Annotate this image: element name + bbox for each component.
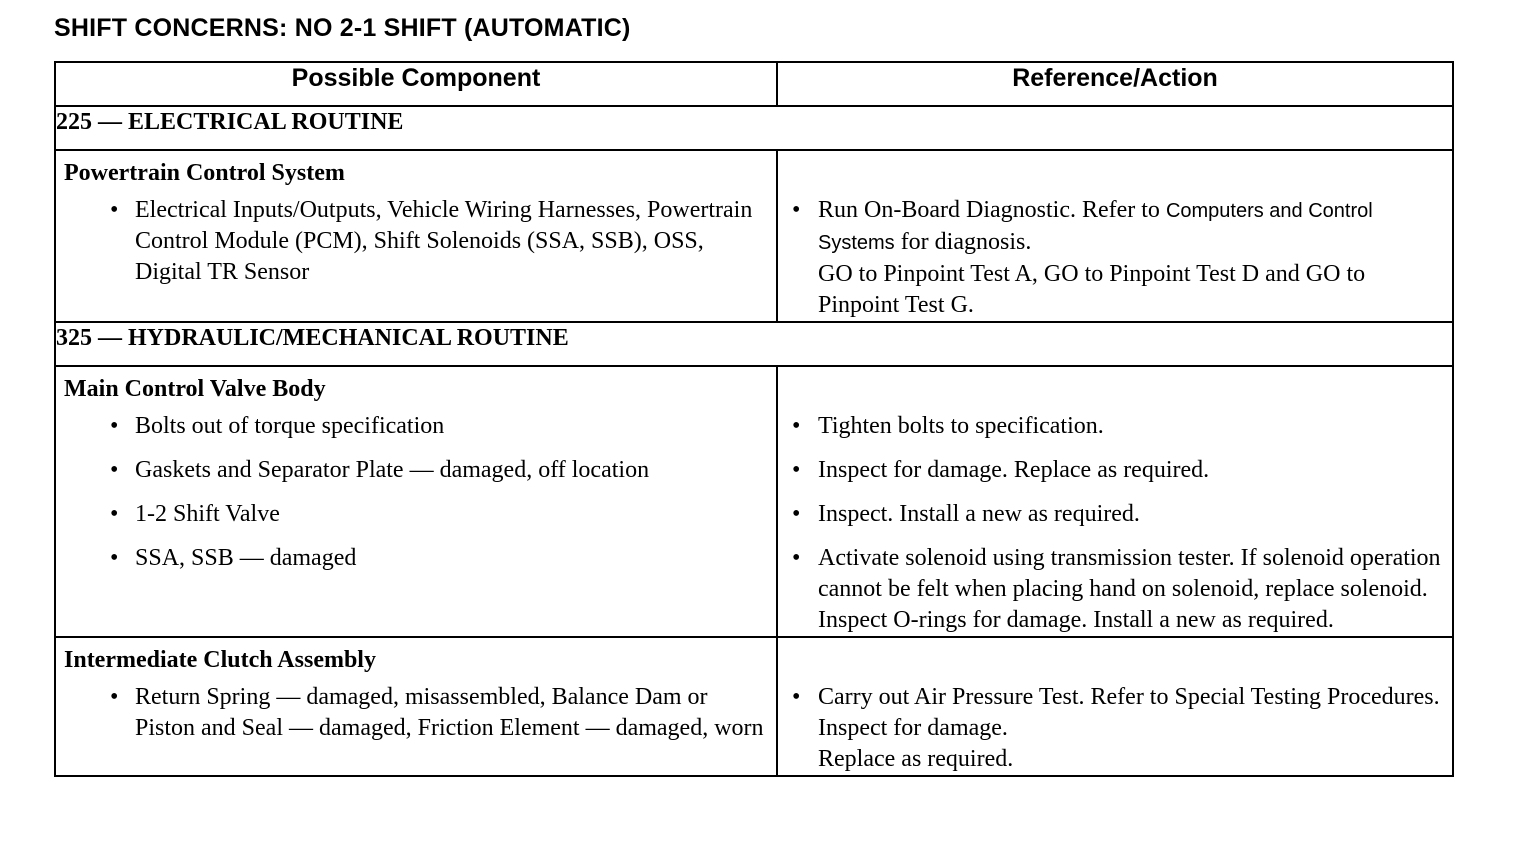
bullet-icon: • [110,413,119,439]
action-cell [777,150,1453,322]
action-text: Carry out Air Pressure Test. Refer to Special Testing Procedures. Inspect for damage. [818,684,1440,741]
action-text: Inspect for damage. Replace as required. [818,457,1210,483]
component-item [56,411,776,442]
table-row [55,150,1453,322]
action-cell [777,366,1453,637]
action-item [778,682,1452,775]
action-text: Tighten bolts to specification. [818,413,1104,439]
item-text: Electrical Inputs/Outputs, Vehicle Wiring Harnesses, Powertrain Control Module (PCM), Shift Solenoids (SSA, SSB), OSS, Digital TR Sensor [135,197,753,285]
table-row [55,366,1453,637]
component-title: Main Control Valve Body [64,376,326,402]
section-row [55,322,1453,366]
bullet-icon: • [110,545,119,571]
action-text: Replace as required. [818,746,1014,772]
action-text: Activate solenoid using transmission tester. If solenoid operation cannot be felt when placing hand on solenoid, replace solenoid. Inspect O-rings for damage. Install a new as required. [818,545,1441,633]
bullet-icon: • [110,197,119,223]
table-header-row [55,62,1453,106]
component-cell [55,366,777,637]
reference-link[interactable]: Computers and Control Systems [818,200,1373,254]
action-text: GO to Pinpoint Test A, GO to Pinpoint Test D and GO to Pinpoint Test G. [818,261,1366,318]
item-text: Bolts out of torque specification [135,413,445,439]
section-heading-hydraulic: 325 — HYDRAULIC/MECHANICAL ROUTINE [55,322,1453,366]
bullet-icon: • [792,197,801,223]
component-title: Powertrain Control System [64,160,345,186]
action-item [778,543,1452,636]
bullet-icon: • [792,684,801,710]
column-header-component: Possible Component [55,62,777,106]
bullet-icon: • [792,545,801,571]
bullet-icon: • [110,684,119,710]
component-item [56,455,776,486]
component-item [56,195,776,288]
action-item [778,195,1452,321]
spacer [778,151,1452,189]
component-cell [55,150,777,322]
action-text: Inspect. Install a new as required. [818,501,1140,527]
component-title: Intermediate Clutch Assembly [64,647,376,673]
bullet-icon: • [110,457,119,483]
column-header-action: Reference/Action [777,62,1453,106]
spacer [778,638,1452,676]
section-row [55,106,1453,150]
bullet-icon: • [792,457,801,483]
spacer [778,367,1452,405]
bullet-icon: • [792,501,801,527]
section-heading-electrical: 225 — ELECTRICAL ROUTINE [55,106,1453,150]
component-cell [55,637,777,776]
item-text: Return Spring — damaged, misassembled, Balance Dam or Piston and Seal — damaged, Friction Element — damaged, worn [135,684,764,741]
action-cell [777,637,1453,776]
item-text: 1-2 Shift Valve [135,501,280,527]
action-item [778,411,1452,442]
action-item [778,499,1452,530]
item-text: Gaskets and Separator Plate — damaged, off location [135,457,650,483]
component-item [56,682,776,744]
table-row [55,637,1453,776]
item-text: SSA, SSB — damaged [135,545,357,571]
page-title: SHIFT CONCERNS: NO 2-1 SHIFT (AUTOMATIC) [54,14,631,42]
component-item [56,543,776,574]
diagnosis-table [54,61,1454,777]
action-item [778,455,1452,486]
action-text: Run On-Board Diagnostic. Refer to [818,197,1166,223]
action-text: for diagnosis. [894,229,1032,255]
bullet-icon: • [792,413,801,439]
bullet-icon: • [110,501,119,527]
component-item [56,499,776,530]
